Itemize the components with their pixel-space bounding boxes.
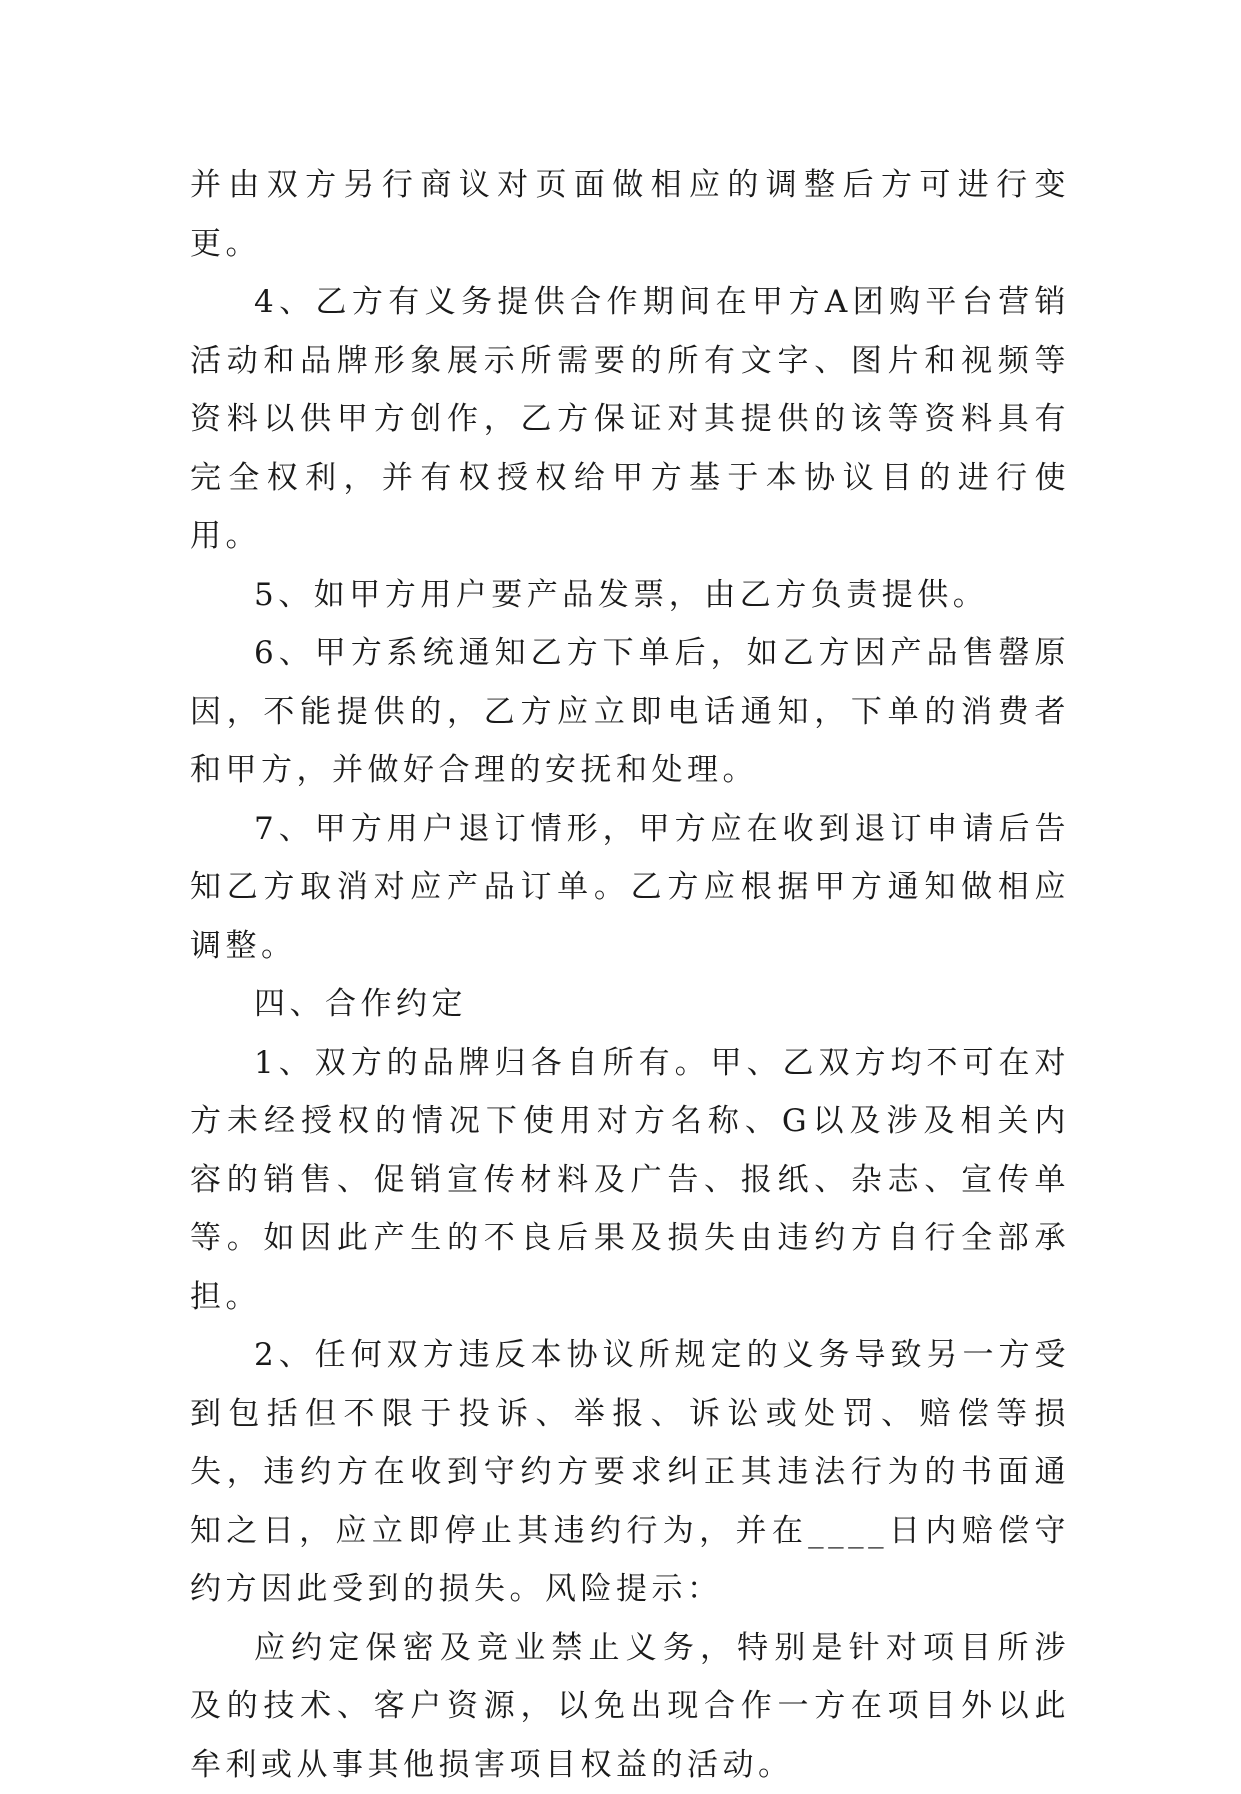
section-heading-cooperation: 四、合作约定 (190, 975, 1070, 1034)
paragraph-clause-6: 6、甲方系统通知乙方下单后，如乙方因产品售罄原因，不能提供的，乙方应立即电话通知，下单的消费者和甲方，并做好合理的安抚和处理。 (190, 624, 1070, 800)
paragraph-risk-note: 应约定保密及竞业禁止义务，特别是针对项目所涉及的技术、客户资源，以免出现合作一方在项目外以此牟利或从事其他损害项目权益的活动。 (190, 1619, 1070, 1794)
document-body (190, 156, 1070, 1794)
paragraph-clause-4: 4、乙方有义务提供合作期间在甲方A团购平台营销活动和品牌形象展示所需要的所有文字、图片和视频等资料以供甲方创作，乙方保证对其提供的该等资料具有完全权利，并有权授权给甲方基于本协议目的进行使用。 (190, 273, 1070, 566)
paragraph-agreement-1: 1、双方的品牌归各自所有。甲、乙双方均不可在对方未经授权的情况下使用对方名称、G以及涉及相关内容的销售、促销宣传材料及广告、报纸、杂志、宣传单等。如因此产生的不良后果及损失由违约方自行全部承担。 (190, 1034, 1070, 1327)
paragraph-clause-7: 7、甲方用户退订情形，甲方应在收到退订申请后告知乙方取消对应产品订单。乙方应根据甲方通知做相应调整。 (190, 800, 1070, 976)
paragraph-agreement-2: 2、任何双方违反本协议所规定的义务导致另一方受到包括但不限于投诉、举报、诉讼或处罚、赔偿等损失，违约方在收到守约方要求纠正其违法行为的书面通知之日，应立即停止其违约行为，并在____日内赔偿守约方因此受到的损失。风险提示： (190, 1326, 1070, 1619)
paragraph-clause-5: 5、如甲方用户要产品发票，由乙方负责提供。 (190, 566, 1070, 625)
paragraph-continuation: 并由双方另行商议对页面做相应的调整后方可进行变更。 (190, 156, 1070, 273)
